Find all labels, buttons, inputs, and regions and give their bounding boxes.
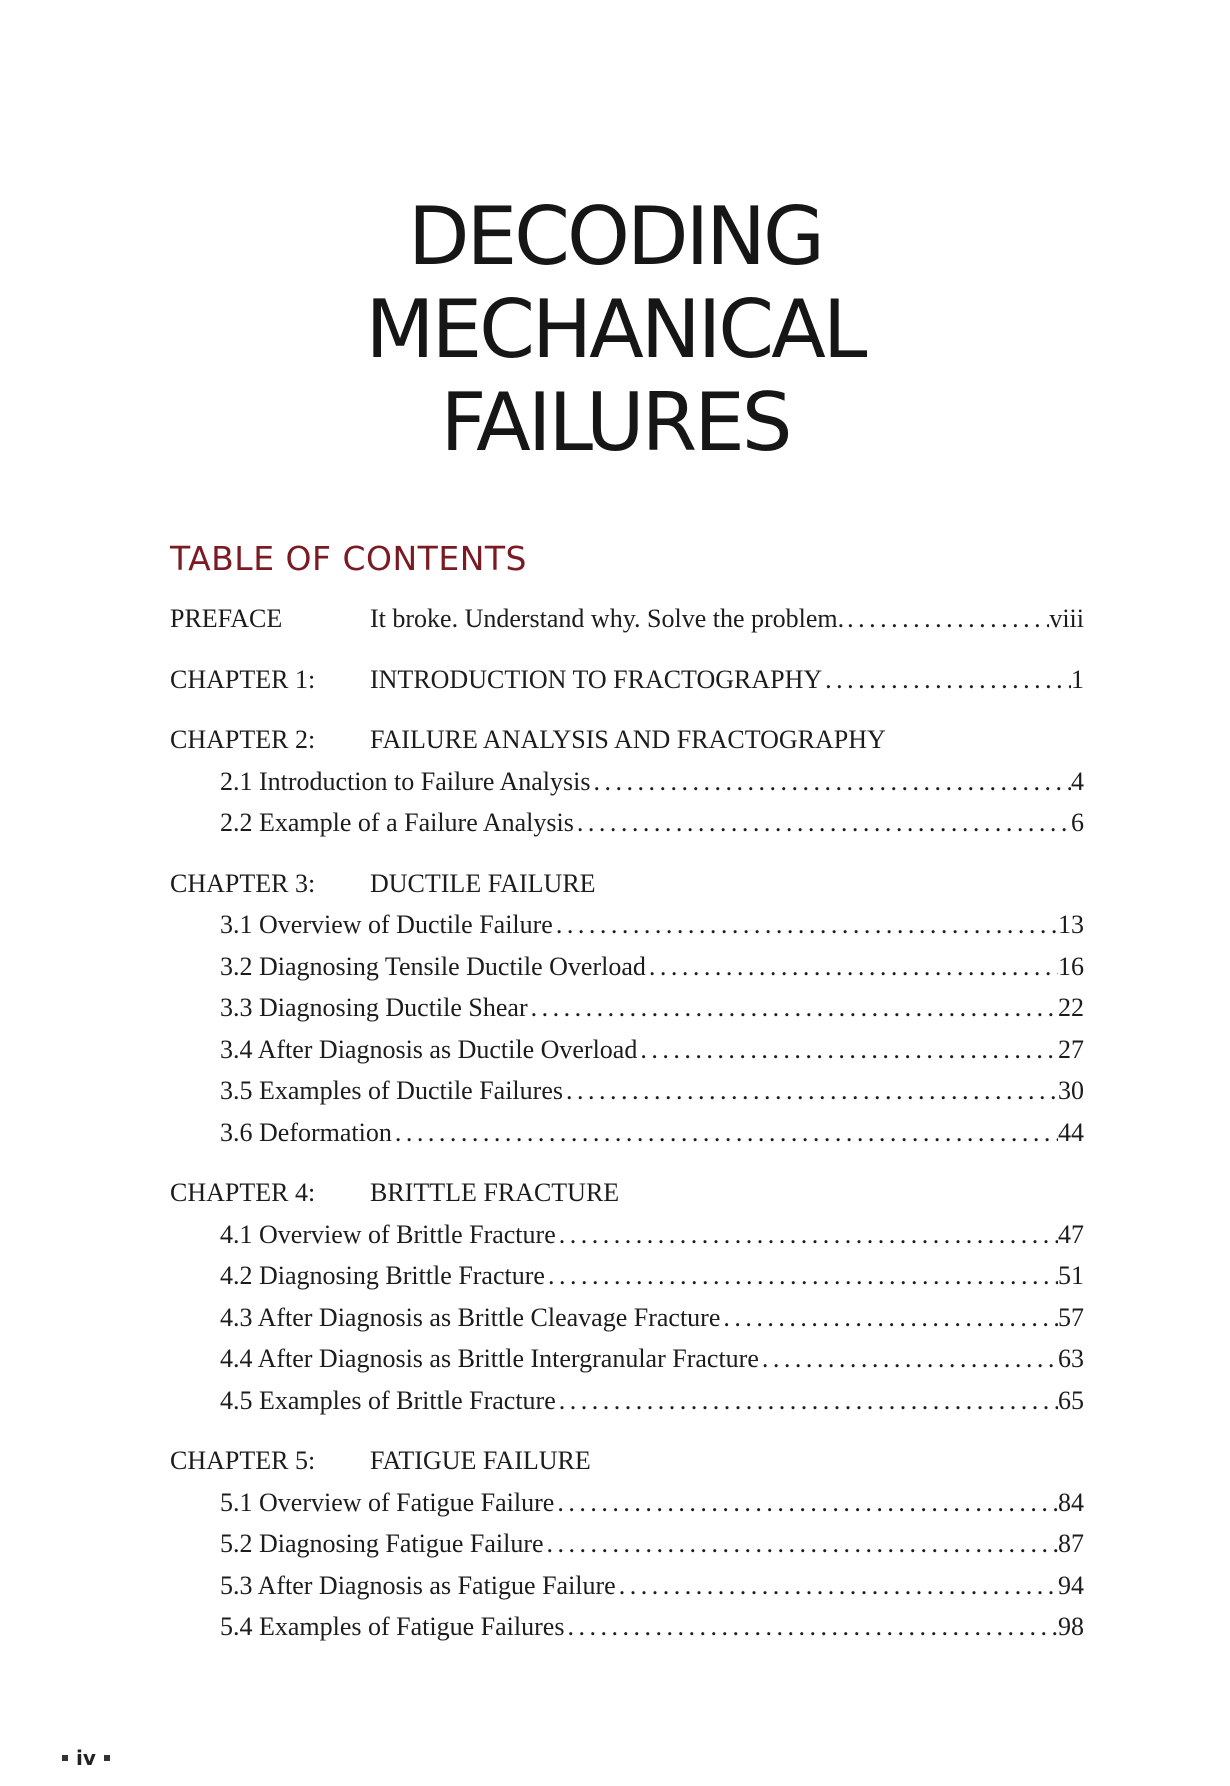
toc-dot-leader [553, 910, 1058, 940]
toc-chapter-label: CHAPTER 4: [170, 1178, 316, 1207]
toc-dot-leader [844, 604, 1049, 634]
toc-entry-title: 5.1 Overview of Fatigue Failure [220, 1487, 555, 1517]
toc-entry-title: 3.2 Diagnosing Tensile Ductile Overload [220, 951, 646, 981]
toc-dot-leader [554, 1488, 1058, 1518]
toc-entry-title: 4.2 Diagnosing Brittle Fracture [220, 1261, 545, 1290]
toc-section-row [170, 1035, 1084, 1077]
toc-entry-title: 3.5 Examples of Ductile Failures [220, 1076, 563, 1105]
toc-dot-leader [646, 952, 1058, 982]
toc-dot-leader [545, 1261, 1058, 1291]
toc-chapter-row [170, 869, 1084, 911]
toc-entry-title: 2.1 Introduction to Failure Analysis [220, 766, 591, 796]
toc-dot-leader [528, 993, 1058, 1023]
folio-square-icon [104, 1755, 110, 1761]
toc-entry-title: 5.3 After Diagnosis as Fatigue Failure [220, 1570, 616, 1600]
toc-chapter-row [170, 1446, 1084, 1488]
toc-entry-title: 2.2 Example of a Failure Analysis [220, 808, 574, 837]
toc-section-row [170, 1386, 1084, 1428]
toc-section-row [170, 1344, 1084, 1386]
toc-dot-leader [590, 767, 1071, 797]
toc-page-number: 44 [1058, 1117, 1084, 1147]
toc-dot-leader [822, 665, 1071, 695]
toc-dot-leader [720, 1303, 1058, 1333]
page-folio [62, 1746, 110, 1770]
toc-dot-leader [759, 1344, 1058, 1374]
toc-chapter-row [170, 665, 1084, 707]
toc-page-number: 4 [1071, 766, 1084, 796]
toc-section-row [170, 1488, 1084, 1530]
toc-section-row [170, 993, 1084, 1035]
toc-dot-leader [574, 808, 1071, 838]
toc-dot-leader [556, 1220, 1058, 1250]
toc-section-row [170, 1303, 1084, 1345]
toc-page-number: 6 [1071, 808, 1084, 837]
toc-entry-title: 4.3 After Diagnosis as Brittle Cleavage Fracture [220, 1302, 721, 1332]
toc-chapter-label: CHAPTER 2: [170, 725, 316, 754]
toc-page-number: 16 [1058, 951, 1084, 981]
toc-section-row [170, 1118, 1084, 1160]
toc-dot-leader [556, 1386, 1058, 1416]
toc-page-number: 63 [1058, 1344, 1084, 1373]
toc-page-number: viii [1049, 604, 1084, 633]
toc-section-row [170, 808, 1084, 850]
toc-entry-title: 4.1 Overview of Brittle Fracture [220, 1219, 556, 1249]
toc-page-number: 47 [1058, 1219, 1084, 1249]
toc-entry-title: FATIGUE FAILURE [370, 1446, 591, 1475]
toc-chapter-label: CHAPTER 1: [170, 664, 316, 694]
toc-page-number: 22 [1058, 993, 1084, 1022]
toc-entry-title: 3.6 Deformation [220, 1117, 392, 1147]
toc-section-row [170, 767, 1084, 809]
toc-chapter-label: CHAPTER 5: [170, 1446, 316, 1475]
folio-number: iv [76, 1746, 96, 1770]
toc-heading: TABLE OF CONTENTS [170, 539, 527, 578]
toc-page-number: 51 [1058, 1261, 1084, 1290]
toc-page-number: 30 [1058, 1076, 1084, 1105]
toc-page-number: 27 [1058, 1034, 1084, 1064]
toc-dot-leader [392, 1118, 1058, 1148]
toc-page-number: 94 [1058, 1570, 1084, 1600]
toc-page-number: 84 [1058, 1487, 1084, 1517]
toc-chapter-label: PREFACE [170, 604, 283, 633]
book-title-line: MECHANICAL [365, 283, 865, 376]
toc-section-row [170, 1529, 1084, 1571]
toc-dot-leader [637, 1035, 1058, 1065]
toc-chapter-row [170, 725, 1084, 767]
toc-section-row [170, 1076, 1084, 1118]
toc-entry-title: 4.4 After Diagnosis as Brittle Intergranular Fracture [220, 1344, 759, 1373]
toc-dot-leader [563, 1076, 1058, 1106]
toc-entry-title: 5.4 Examples of Fatigue Failures [220, 1612, 565, 1641]
table-of-contents [170, 604, 1084, 1654]
toc-entry-title: BRITTLE FRACTURE [370, 1178, 620, 1207]
book-title [0, 190, 1230, 469]
toc-section-row [170, 1612, 1084, 1654]
toc-entry-title: 4.5 Examples of Brittle Fracture [220, 1385, 556, 1415]
toc-dot-leader [544, 1529, 1058, 1559]
book-title-line: DECODING [407, 190, 822, 283]
toc-chapter-row [170, 604, 1084, 646]
toc-page-number: 87 [1058, 1529, 1084, 1558]
toc-section-row [170, 1220, 1084, 1262]
toc-page-number: 98 [1058, 1612, 1084, 1641]
toc-page-number: 1 [1071, 664, 1084, 694]
toc-entry-title: It broke. Understand why. Solve the problem. [370, 604, 845, 633]
toc-entry-title: 5.2 Diagnosing Fatigue Failure [220, 1529, 544, 1558]
book-title-line: FAILURES [440, 376, 790, 469]
toc-chapter-label: CHAPTER 3: [170, 868, 316, 898]
toc-entry-title: DUCTILE FAILURE [370, 868, 596, 898]
toc-entry-title: 3.4 After Diagnosis as Ductile Overload [220, 1034, 638, 1064]
toc-section-row [170, 1571, 1084, 1613]
toc-entry-title: 3.1 Overview of Ductile Failure [220, 910, 553, 939]
toc-entry-title: INTRODUCTION TO FRACTOGRAPHY [370, 664, 823, 694]
toc-section-row [170, 952, 1084, 994]
toc-section-row [170, 910, 1084, 952]
toc-page-number: 57 [1058, 1302, 1084, 1332]
toc-page-number: 13 [1058, 910, 1084, 939]
toc-entry-title: FAILURE ANALYSIS AND FRACTOGRAPHY [370, 725, 886, 754]
toc-dot-leader [616, 1571, 1058, 1601]
toc-page-number: 65 [1058, 1385, 1084, 1415]
toc-dot-leader [564, 1612, 1058, 1642]
toc-entry-title: 3.3 Diagnosing Ductile Shear [220, 993, 528, 1022]
toc-section-row [170, 1261, 1084, 1303]
toc-chapter-row [170, 1178, 1084, 1220]
folio-square-icon [62, 1755, 68, 1761]
